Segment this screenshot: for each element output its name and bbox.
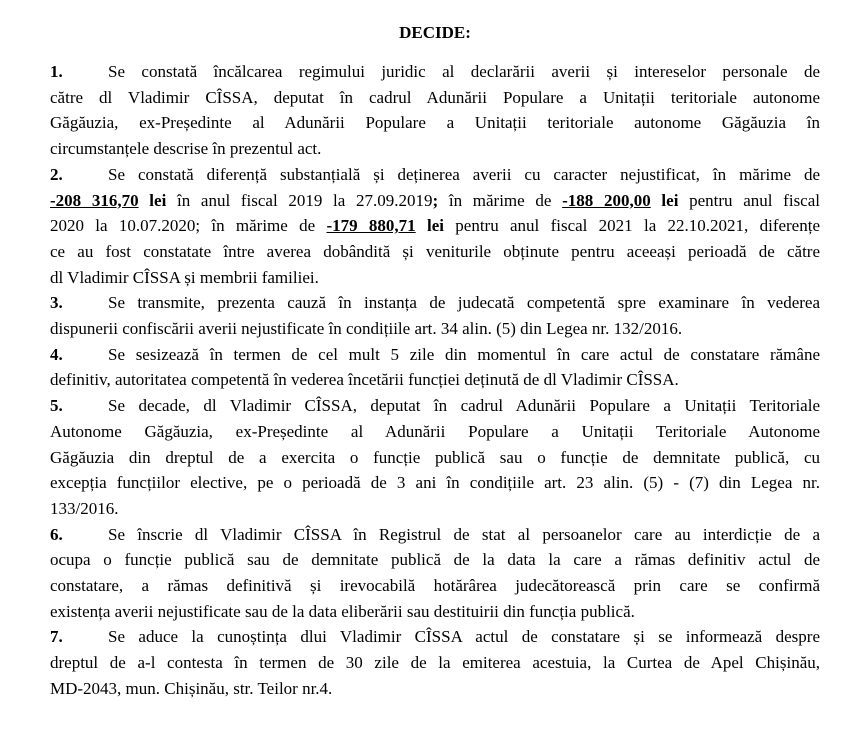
- item-number: 1.: [50, 62, 63, 81]
- item-line: circumstanțele descrise în prezentul act.: [50, 139, 322, 159]
- item-line: către dl Vladimir CÎSSA, deputat în cadrul Adunării Populare a Unitații teritoriale autonome: [50, 87, 820, 107]
- item-text: pentru anul fiscal: [678, 190, 820, 210]
- item-line: excepția funcțiilor elective, pe o perioadă de 3 ani în condițiile art. 23 alin. (5) - (7) din Legea nr.: [50, 473, 820, 493]
- separator: ;: [432, 190, 439, 210]
- decision-item-7: [50, 624, 820, 701]
- item-text: Se transmite, prezenta cauză în instanța de judecată competentă spre examinare în vederea: [108, 293, 820, 313]
- item-number: 6.: [50, 524, 63, 544]
- item-line: [50, 393, 820, 419]
- amount-2019: -208 316,70: [50, 190, 139, 210]
- item-text: în mărime de: [438, 190, 563, 210]
- item-number: 7.: [50, 627, 63, 647]
- item-text: Se sesizează în termen de cel mult 5 zile din momentul în care actul de constatare rămâne: [108, 344, 820, 364]
- item-line: Autonome Găgăuzia, ex-Președinte al Adunării Populare a Unitații Teritoriale Autonome: [50, 421, 820, 441]
- item-line: [50, 290, 820, 316]
- item-line: dispunerii confiscării averii nejustificate în condițiile art. 34 alin. (5) din Legea nr. 132/2016.: [50, 319, 683, 339]
- item-text: în anul fiscal 2019 la 27.09.2019: [166, 190, 433, 210]
- item-number: 5.: [50, 396, 63, 416]
- item-line: [50, 522, 820, 548]
- item-line: dreptul de a-l contesta în termen de 30 zile de la emiterea acestuia, la Curtea de Apel Chișinău,: [50, 653, 820, 673]
- item-line: existența averii nejustificate sau de la data eliberării sau destituirii din funcția publică.: [50, 601, 635, 621]
- item-text: Se decade, dl Vladimir CÎSSA, deputat în cadrul Adunării Populare a Unitații Teritoriale: [108, 396, 820, 416]
- item-line: definitiv, autoritatea competentă în vederea încetării funcției deținută de dl Vladimir CÎSSA.: [50, 370, 679, 390]
- item-line: [50, 624, 820, 650]
- item-line: [50, 188, 820, 214]
- decision-item-3: [50, 290, 820, 341]
- item-text: 2020 la 10.07.2020; în mărime de: [50, 216, 327, 236]
- item-text: pentru anul fiscal 2021 la 22.10.2021, diferențe: [443, 216, 820, 236]
- item-line: [50, 59, 820, 85]
- item-line: constatare, a rămas definitivă și irevocabilă hotărârea judecătorească prin care se confirmă: [50, 576, 820, 596]
- item-number: 2.: [50, 164, 63, 184]
- item-line: Găgăuzia din dreptul de a exercita o funcție publică sau o funcție de demnitate publică, cu: [50, 447, 820, 467]
- item-line: ocupa o funcție publică sau de demnitate publică de la data la care a rămas definitiv actul de: [50, 550, 820, 570]
- item-line: 133/2016.: [50, 498, 119, 518]
- item-text: Se constată diferență substanțială și deținerea averii cu caracter nejustificat, în mărime de: [108, 164, 820, 184]
- item-line: dl Vladimir CÎSSA și membrii familiei.: [50, 267, 319, 287]
- decision-item-4: [50, 342, 820, 393]
- decision-item-6: [50, 522, 820, 625]
- currency-label: lei: [661, 190, 679, 210]
- item-line: Găgăuzia, ex-Președinte al Adunării Populare a Unitații teritoriale autonome Găgăuzia în: [50, 113, 820, 133]
- item-text: Se înscrie dl Vladimir CÎSSA în Registrul de stat al persoanelor care au interdicție de a: [108, 524, 820, 544]
- item-line: [50, 213, 820, 239]
- currency-label: lei: [426, 216, 444, 236]
- decision-document: [50, 20, 820, 702]
- item-text: Se constată încălcarea regimului juridic al declarării averii și intereselor personale de: [108, 62, 820, 81]
- currency-label: lei: [149, 190, 167, 210]
- item-number: 4.: [50, 344, 63, 364]
- item-line: MD-2043, mun. Chișinău, str. Teilor nr.4.: [50, 678, 333, 698]
- amount-2020: -188 200,00: [562, 190, 651, 210]
- decision-item-2: [50, 162, 820, 291]
- item-text: Se aduce la cunoștința dlui Vladimir CÎSSA actul de constatare și se informează despre: [108, 627, 820, 647]
- amount-2021: -179 880,71: [326, 216, 416, 236]
- decision-item-1: [50, 59, 820, 162]
- decision-item-5: [50, 393, 820, 522]
- item-line: [50, 162, 820, 188]
- item-line: ce au fost constatate între averea dobândită și veniturile obținute pentru aceeași perioadă de către: [50, 241, 820, 261]
- item-line: [50, 342, 820, 368]
- item-number: 3.: [50, 293, 63, 313]
- page-title: DECIDE:: [399, 23, 471, 42]
